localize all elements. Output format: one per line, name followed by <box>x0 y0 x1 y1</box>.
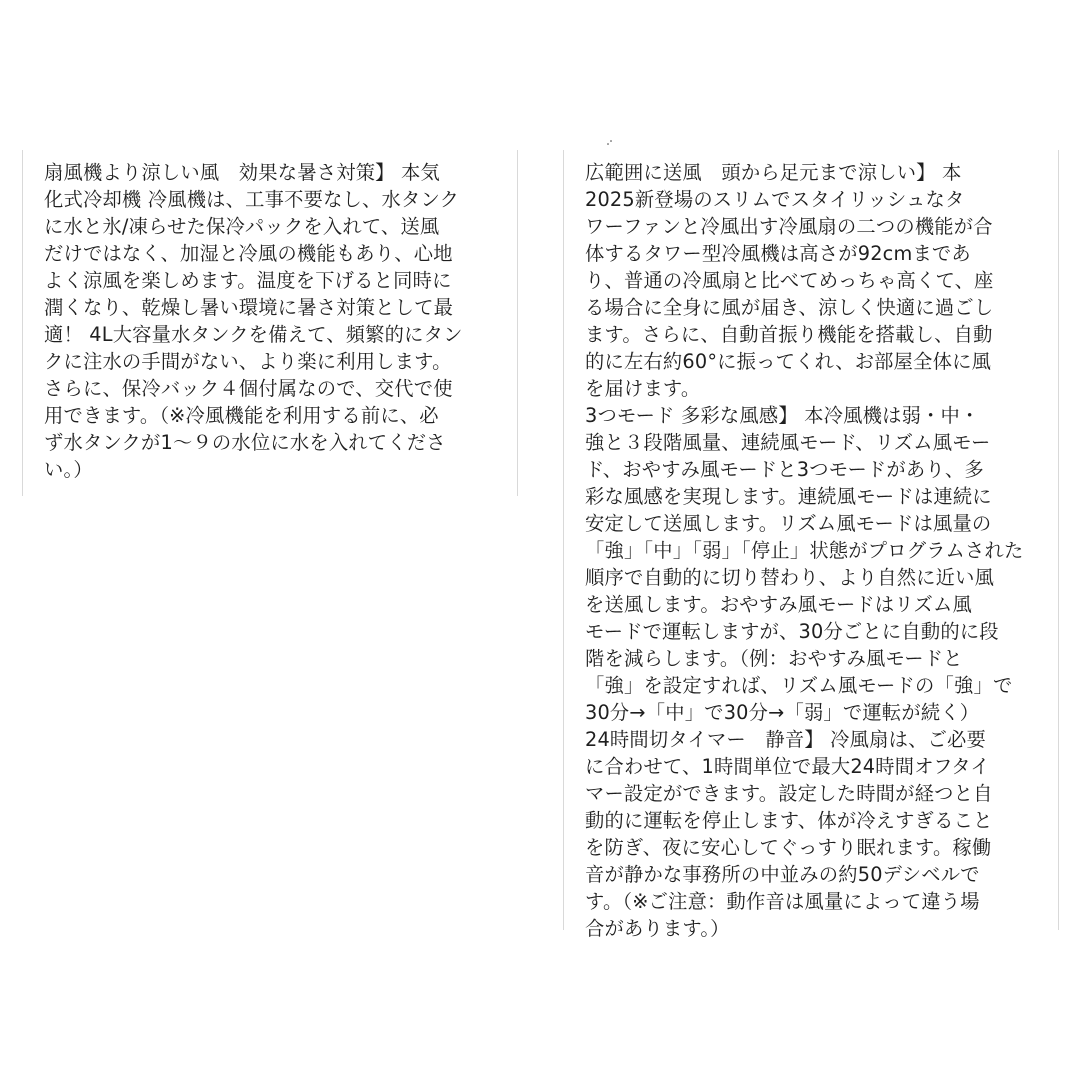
right-text-body <box>585 159 1023 942</box>
text-line: 安定して送風します。リズム風モードは風量の <box>585 512 992 535</box>
text-line: を防ぎ、夜に安心してぐっすり眠れます。稼働 <box>585 836 992 859</box>
text-line: 音が静かな事務所の中並みの約50デシベルで <box>585 863 980 886</box>
text-line: 体するタワー型冷風機は高さが92cmまであ <box>585 242 971 265</box>
right-text-panel <box>563 150 1059 940</box>
text-line: モードで運転しますが、30分ごとに自動的に段 <box>585 620 999 643</box>
text-line: 2025新登場のスリムでスタイリッシュなタ <box>585 188 965 211</box>
text-line: 24時間切タイマー 静音】 冷風扇は、ご必要 <box>585 728 987 751</box>
text-line: 潤くなり、乾燥し暑い環境に暑さ対策として最 <box>44 296 454 319</box>
text-line: す。（※ご注意：動作音は風量によって違う場 <box>585 890 980 913</box>
text-line: 用できます。（※冷風機能を利用する前に、必 <box>44 404 439 427</box>
text-line: 広範囲に送風 頭から足元まで涼しい】 本 <box>585 161 962 184</box>
text-line: 「強」「中」「弱」「停止」状態がプログラムされた <box>585 539 1024 562</box>
text-line: る場合に全身に風が届き、涼しく快適に過ごし <box>585 296 994 319</box>
text-line: ます。さらに、自動首振り機能を搭載し、自動 <box>585 323 993 346</box>
text-line: 30分→「中」で30分→「弱」で運転が続く） <box>585 701 980 724</box>
text-line: 強と３段階風量、連続風モード、リズム風モー <box>585 431 991 454</box>
text-line: を送風します。おやすみ風モードはリズム風 <box>585 593 972 616</box>
text-line: 動的に運転を停止します、体が冷えすぎること <box>585 809 993 832</box>
text-line: 彩な風感を実現します。連続風モードは連続に <box>585 485 992 508</box>
text-line: い。） <box>44 458 93 481</box>
text-line: 扇風機より涼しい風 効果な暑さ対策】 本気 <box>44 161 440 184</box>
text-line: 適！ 4L大容量水タンクを備えて、頻繁的にタン <box>44 323 463 346</box>
left-text-panel <box>22 150 518 496</box>
text-line: 化式冷却機 冷風機は、工事不要なし、水タンク <box>44 188 460 211</box>
text-line: マー設定ができます。設定した時間が経つと自 <box>585 782 993 805</box>
text-line: ワーファンと冷風出す冷風扇の二つの機能が合 <box>585 215 993 238</box>
scan-artifact-dots <box>607 140 613 146</box>
text-line: さらに、保冷バック４個付属なので、交代で使 <box>44 377 453 400</box>
text-line: を届けます。 <box>585 377 701 400</box>
text-line: に水と氷/凍らせた保冷パックを入れて、送風 <box>44 215 440 238</box>
text-line: に合わせて、1時間単位で最大24時間オフタイ <box>585 755 990 778</box>
text-line: ず水タンクが1～９の水位に水を入れてくださ <box>44 431 446 454</box>
text-line: クに注水の手間がない、より楽に利用します。 <box>44 350 452 373</box>
left-text-body <box>44 159 463 483</box>
text-line: 3つモード 多彩な風感】 本冷風機は弱・中・ <box>585 404 980 427</box>
text-line: だけではなく、加湿と冷風の機能もあり、心地 <box>44 242 453 265</box>
text-line: ド、おやすみ風モードと3つモードがあり、多 <box>585 458 984 481</box>
text-line: 順序で自動的に切り替わり、より自然に近い風 <box>585 566 995 589</box>
text-line: り、普通の冷風扇と比べてめっちゃ高くて、座 <box>585 269 994 292</box>
text-line: 的に左右約60°に振ってくれ、お部屋全体に風 <box>585 350 992 373</box>
text-line: 階を減らします。（例：おやすみ風モードと <box>585 647 963 670</box>
text-line: 合があります。） <box>585 917 730 940</box>
text-line: よく涼風を楽しめます。温度を下げると同時に <box>44 269 452 292</box>
text-line: 「強」を設定すれば、リズム風モードの「強」で <box>585 674 1013 697</box>
